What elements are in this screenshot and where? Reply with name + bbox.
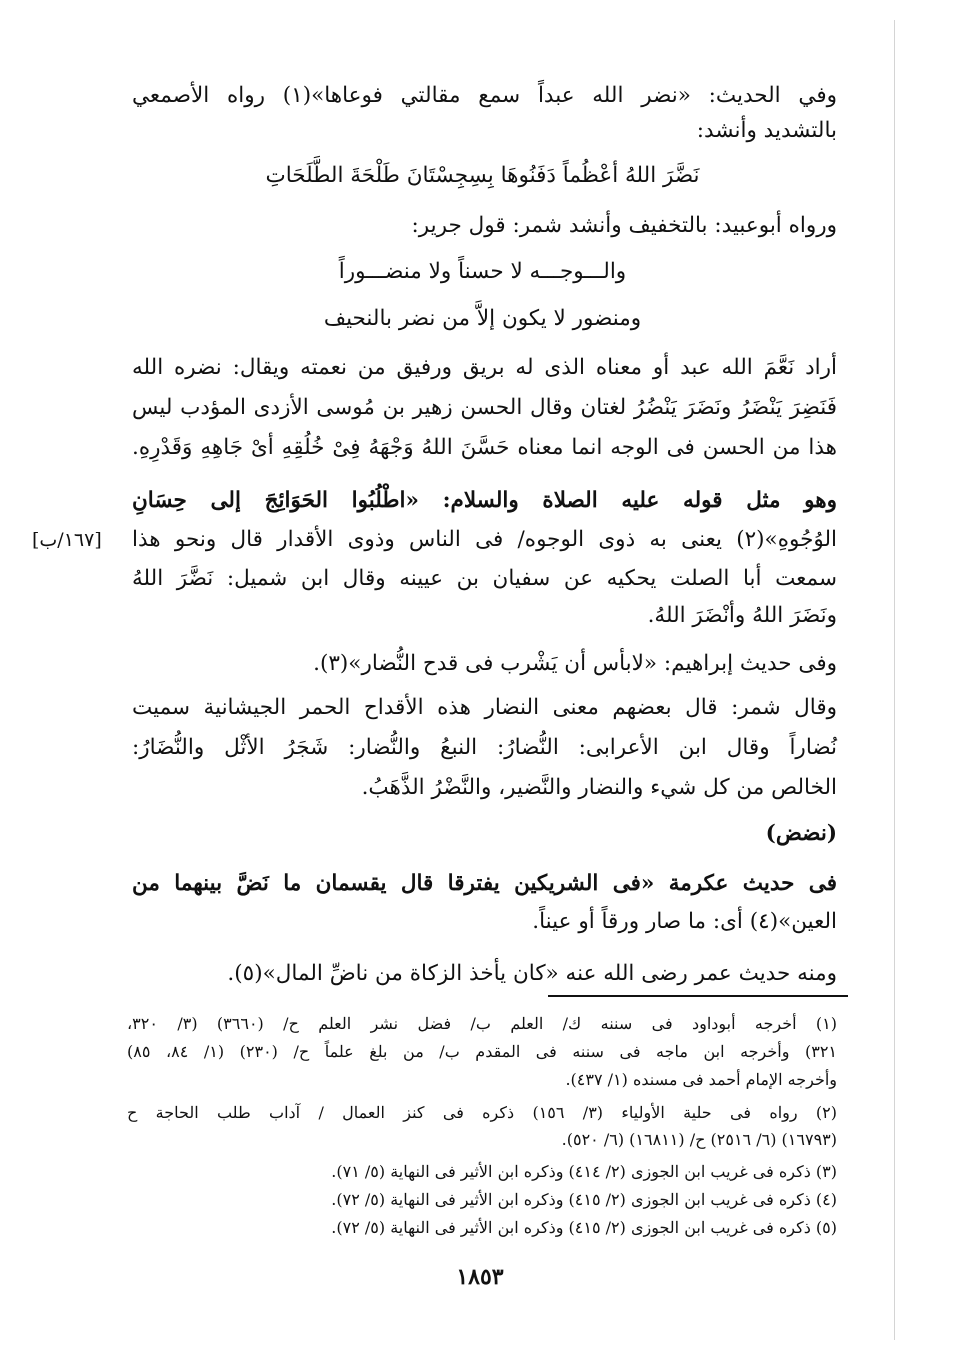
body-line-8: فَنَضِرَ يَنْضَرُ ونَضَرَ يَنْضُرُ لغتان وقال الحسن زهير بن مُوسى الأزدى المؤدب ليس bbox=[132, 395, 837, 420]
body-line-11: الوُجُوهِ»(٢) يعنى به ذوى الوجوه/ فى الناس وذوى الأقدار قال ونحو هذا bbox=[132, 527, 837, 552]
footnote-line-1: (١) أخرجه أبوداود فى سننه ك/ العلم ب/ فضل نشر العلم ح/ (٣٦٦٠) (٣/ ٣٢٠، bbox=[127, 1014, 837, 1033]
body-line-19: فى حديث عكرمة «فى الشريكين يفترقا قال يقسمان ما نَضَّ بينهما من bbox=[132, 871, 837, 896]
body-line-12: سمعت أبا الصلت يحكيه عن سفيان بن عيينه وقال ابن شميل: نَضَّرَ اللهُ bbox=[132, 566, 837, 591]
body-line-7: أراد نَعَّمَ الله عبد أو معناه الذى له بريق ورفيق من نعمته ويقال: نضره الله bbox=[132, 355, 837, 380]
page-edge-line bbox=[894, 20, 895, 1340]
footnote-line-3: وأخرجه الإمام أحمد فى مسنده (١/ ٤٣٧). bbox=[565, 1070, 837, 1089]
body-line-4: ورواه أبوعبيد: بالتخفيف وأنشد شمر: قول جرير: bbox=[411, 213, 837, 238]
footnote-line-4: (٢) رواه فى حلية الأولياء (٣/ ١٥٦) ذكره فى كنز العمال / آداب طلب الحاجة ح bbox=[127, 1103, 838, 1122]
body-line-17: الخالص من كل شيء والنضار والنَّضير، والنَّضْرُ الذَّهَبُ. bbox=[361, 775, 837, 800]
page-number: ١٨٥٣ bbox=[456, 1264, 504, 1290]
verse-line-3: ومنضور لا يكون إلاَّ من نضر بالنحيف bbox=[323, 306, 642, 331]
body-line-10: وهو مثل قوله عليه الصلاة والسلام: «اطْلُبُوا الحَوَائِجَ إلى حِسَانِ bbox=[132, 488, 837, 513]
body-line-1: وفي الحديث: «نضر الله عبداً سمع مقالتي فوعاها»(١) رواه الأصمعي bbox=[132, 83, 837, 108]
body-line-15: وقال شمر: قال بعضهم معنى النضار هذه الأقداح الحمر الجيشانية سميت bbox=[132, 695, 837, 720]
body-line-21: ومنه حديث عمر رضى الله عنه «كان يأخذ الزكاة من ناضِّ المال»(٥). bbox=[227, 961, 837, 986]
verse-line-1: نَضَّرَ اللهُ أعْظُماً دَفَنُوهَا بِسِجِسْتَانَ طَلْحَةَ الطَّلَحَاتِ bbox=[265, 163, 700, 188]
margin-folio-reference: [١٦٧/ب] bbox=[32, 529, 102, 551]
verse-line-2: والـــوجـــه لا حسناً ولا منضـــوراً bbox=[338, 259, 627, 284]
footnote-line-8: (٥) ذكره فى غريب ابن الجوزى (٢/ ٤١٥) وذكره ابن الأثير فى النهاية (٥/ ٧٢). bbox=[331, 1218, 837, 1237]
body-line-9: هذا من الحسن فى الوجه انما معناه حَسَّنَ اللهُ وَجْهَهُ فِىْ خُلُقِهِ أىْ جَاهِهِ وَقَدْرِهِ. bbox=[132, 435, 837, 460]
footnote-line-5: (١٦٧٩٣) (٦/ ٢٥١٦) ح/ (١٦٨١١) (٦/ ٥٢٠). bbox=[561, 1130, 837, 1149]
footnote-line-2: ٣٢١) وأخرجه ابن ماجه فى سننه فى المقدم ب/ من بلغ علماً ح/ (٢٣٠) (١/ ٨٤، ٨٥) bbox=[127, 1042, 838, 1061]
footnote-line-6: (٣) ذكره فى غريب ابن الجوزى (٢/ ٤١٤) وذكره ابن الأثير فى النهاية (٥/ ٧١). bbox=[331, 1162, 837, 1181]
body-line-14: وفى حديث إبراهيم: «لابأس أن يَشْرب فى قدح النُّضار»(٣). bbox=[313, 651, 837, 676]
footnote-line-7: (٤) ذكره فى غريب ابن الجوزى (٢/ ٤١٥) وذكره ابن الأثير فى النهاية (٥/ ٧٢). bbox=[331, 1190, 837, 1209]
footnote-divider bbox=[548, 995, 848, 997]
body-line-20: العين»(٤) أى: ما صار ورقاً أو عيناً. bbox=[532, 909, 837, 934]
section-heading: (نضض) bbox=[765, 821, 837, 846]
body-line-13: ونَضَرَ اللهُ وأنْضَرَ اللهُ. bbox=[647, 603, 837, 628]
body-line-2: بالتشديد وأنشد: bbox=[696, 118, 837, 143]
body-line-16: نُضاراً وقال ابن الأعرابى: النُّضارُ: النبعُ والنُّضار: شَجَرُ الأثْل والنُّضَارُ: bbox=[132, 735, 837, 760]
